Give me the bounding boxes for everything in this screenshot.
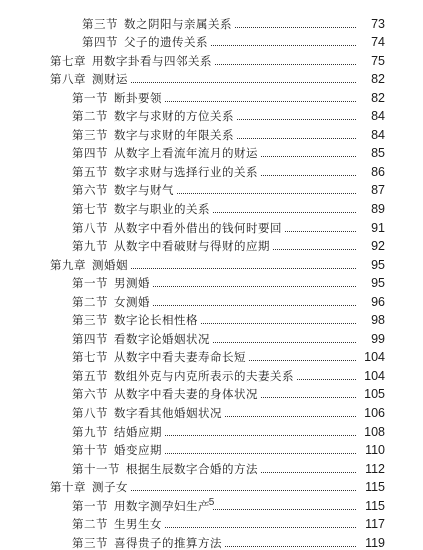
toc-entry-inner [72,91,423,105]
toc-entry-page: 95 [371,276,385,291]
toc-entry-number: 第九节 [72,424,108,439]
toc-entry-title: 数字与财气 [114,183,174,198]
dot-leader [261,397,356,398]
toc-entry-number: 第十章 [50,480,86,495]
toc-entry [0,105,423,124]
toc-entry-page: 117 [365,517,385,532]
toc-entry-number: 第八节 [72,406,108,421]
toc-entry [0,86,423,105]
toc-entry-inner [82,35,423,49]
toc-entry-title: 数字与职业的关系 [114,202,210,217]
toc-entry [0,123,423,142]
table-of-contents [0,12,423,550]
toc-entry [0,197,423,216]
toc-entry-title: 喜得贵子的推算方法 [114,535,222,550]
toc-entry [0,346,423,365]
toc-entry [0,31,423,50]
toc-entry-title: 从数字中看夫妻寿命长短 [114,350,246,365]
toc-entry-page: 98 [371,313,385,328]
toc-entry-number: 第七节 [72,202,108,217]
toc-entry-page: 95 [371,257,385,272]
toc-entry-number: 第三节 [72,127,108,142]
dot-leader [131,268,356,269]
dot-leader [213,212,356,213]
toc-entry [0,457,423,476]
toc-entry-inner [72,146,423,160]
toc-entry [0,216,423,235]
toc-entry-page: 91 [371,220,385,235]
toc-entry-page: 115 [365,498,385,513]
toc-entry [0,142,423,161]
toc-entry-number: 第八节 [72,220,108,235]
toc-entry-title: 测财运 [92,72,128,87]
toc-entry-title: 从数字中看破财与得财的应期 [114,239,270,254]
toc-entry-inner [50,72,423,86]
toc-entry-page: 115 [365,480,385,495]
toc-entry-page: 96 [371,294,385,309]
toc-entry-page: 82 [371,90,385,105]
toc-entry-page: 84 [371,127,385,142]
toc-entry-page: 73 [371,16,385,31]
toc-entry [0,513,423,532]
dot-leader [211,45,356,46]
toc-entry-title: 数字与求财的年限关系 [114,127,234,142]
dot-leader [237,119,356,120]
toc-entry-title: 数字求财与选择行业的关系 [114,164,258,179]
dot-leader [225,546,356,547]
toc-entry-number: 第五节 [72,164,108,179]
toc-entry [0,401,423,420]
dot-leader [177,193,356,194]
toc-entry-page: 86 [371,164,385,179]
toc-entry-page: 104 [364,350,385,365]
toc-entry-number: 第四节 [72,146,108,161]
dot-leader [165,435,356,436]
toc-entry-page: 85 [371,146,385,161]
toc-entry-number: 第三节 [72,535,108,550]
toc-entry-number: 第二节 [72,109,108,124]
toc-entry [0,235,423,254]
toc-entry-title: 从数字上看流年流月的财运 [114,146,258,161]
toc-entry-inner [50,54,423,68]
toc-entry-inner [72,313,423,327]
toc-entry-inner [72,128,423,142]
page-number: 5 [208,497,215,508]
toc-entry-title: 男测婚 [114,276,150,291]
toc-entry [0,383,423,402]
toc-entry-title: 测子女 [92,480,128,495]
toc-entry-inner [72,536,423,550]
dot-leader [201,323,356,324]
toc-entry-title: 看数字论婚姻状况 [114,331,210,346]
toc-entry-title: 女测婚 [114,294,150,309]
toc-entry-inner [72,183,423,197]
dot-leader [285,231,356,232]
toc-entry-page: 92 [371,239,385,254]
toc-entry-number: 第四节 [82,35,118,50]
toc-entry-inner [72,202,423,216]
toc-entry-number: 第一节 [72,90,108,105]
toc-entry-inner [72,517,423,531]
toc-entry-number: 第七节 [72,350,108,365]
toc-entry-page: 110 [365,443,385,458]
dot-leader [237,138,356,139]
toc-entry-page: 108 [364,424,385,439]
toc-entry-inner [72,462,423,476]
toc-entry-number: 第一节 [72,498,108,513]
dot-leader [131,490,356,491]
toc-entry-number: 第七章 [50,53,86,68]
toc-entry-page: 105 [364,387,385,402]
toc-entry-title: 用数字卦看与四邻关系 [92,53,212,68]
dot-leader [261,175,356,176]
toc-entry-number: 第六节 [72,387,108,402]
toc-entry-inner [72,387,423,401]
dot-leader [131,82,356,83]
toc-entry-page: 87 [371,183,385,198]
toc-entry [0,49,423,68]
toc-entry-title: 数之阴阳与亲属关系 [124,16,232,31]
dot-leader [213,509,356,510]
toc-entry-title: 断卦要领 [114,90,162,105]
toc-entry-inner [72,221,423,235]
dot-leader [297,379,356,380]
dot-leader [165,527,356,528]
toc-entry-inner [72,239,423,253]
toc-entry-inner [72,276,423,290]
dot-leader [261,472,356,473]
toc-entry-number: 第四节 [72,331,108,346]
toc-entry [0,327,423,346]
toc-entry-number: 第一节 [72,276,108,291]
toc-entry [0,439,423,458]
toc-entry-title: 数字论长相性格 [114,313,198,328]
toc-entry [0,272,423,291]
dot-leader [261,156,356,157]
toc-entry [0,253,423,272]
toc-entry-title: 用数字测孕妇生产 [114,498,210,513]
toc-entry-title: 数字看其他婚姻状况 [114,406,222,421]
toc-entry-number: 第九章 [50,257,86,272]
dot-leader [225,416,356,417]
toc-entry [0,179,423,198]
toc-entry-number: 第五节 [72,368,108,383]
toc-entry [0,68,423,87]
dot-leader [153,305,356,306]
toc-entry [0,476,423,495]
toc-entry [0,364,423,383]
toc-entry-title: 婚变应期 [114,443,162,458]
toc-entry [0,290,423,309]
toc-entry-title: 父子的遗传关系 [124,35,208,50]
toc-entry-inner [72,350,423,364]
toc-entry-title: 数组外克与内克所表示的夫妻关系 [114,368,294,383]
toc-entry-number: 第二节 [72,294,108,309]
toc-entry-page: 119 [365,535,385,550]
toc-entry-number: 第八章 [50,72,86,87]
toc-entry-inner [72,295,423,309]
toc-entry-number: 第三节 [72,313,108,328]
toc-entry-title: 结婚应期 [114,424,162,439]
toc-entry-title: 从数字中看夫妻的身体状况 [114,387,258,402]
toc-entry-inner [50,258,423,272]
toc-entry-page: 99 [371,331,385,346]
dot-leader [165,101,356,102]
dot-leader [153,286,356,287]
toc-entry-title: 生男生女 [114,517,162,532]
toc-entry-title: 从数字中看外借出的钱何时要回 [114,220,282,235]
toc-entry-number: 第六节 [72,183,108,198]
dot-leader [249,360,356,361]
toc-entry-title: 根据生辰数字合婚的方法 [126,461,258,476]
toc-entry-inner [82,17,423,31]
toc-entry-title: 数字与求财的方位关系 [114,109,234,124]
toc-entry-page: 82 [371,72,385,87]
toc-entry-page: 104 [364,368,385,383]
toc-entry-page: 84 [371,109,385,124]
toc-entry-inner [50,480,423,494]
toc-entry-title: 测婚姻 [92,257,128,272]
toc-entry-inner [72,369,423,383]
toc-entry [0,160,423,179]
toc-entry-number: 第二节 [72,517,108,532]
toc-entry-inner [72,425,423,439]
dot-leader [235,27,356,28]
dot-leader [165,453,356,454]
toc-entry-number: 第十一节 [72,461,120,476]
toc-entry-page: 106 [364,406,385,421]
toc-entry-page: 112 [365,461,385,476]
dot-leader [213,342,356,343]
toc-entry-number: 第九节 [72,239,108,254]
toc-entry-page: 89 [371,202,385,217]
dot-leader [215,64,356,65]
dot-leader [273,249,356,250]
toc-entry [0,309,423,328]
toc-entry-inner [72,165,423,179]
toc-entry-page: 75 [371,53,385,68]
toc-entry [0,531,423,550]
toc-entry-page: 74 [371,35,385,50]
toc-entry [0,420,423,439]
toc-entry-inner [72,332,423,346]
toc-entry-number: 第三节 [82,16,118,31]
toc-entry [0,12,423,31]
toc-entry-inner [72,109,423,123]
toc-entry-inner [72,406,423,420]
toc-entry-number: 第十节 [72,443,108,458]
toc-entry-inner [72,443,423,457]
